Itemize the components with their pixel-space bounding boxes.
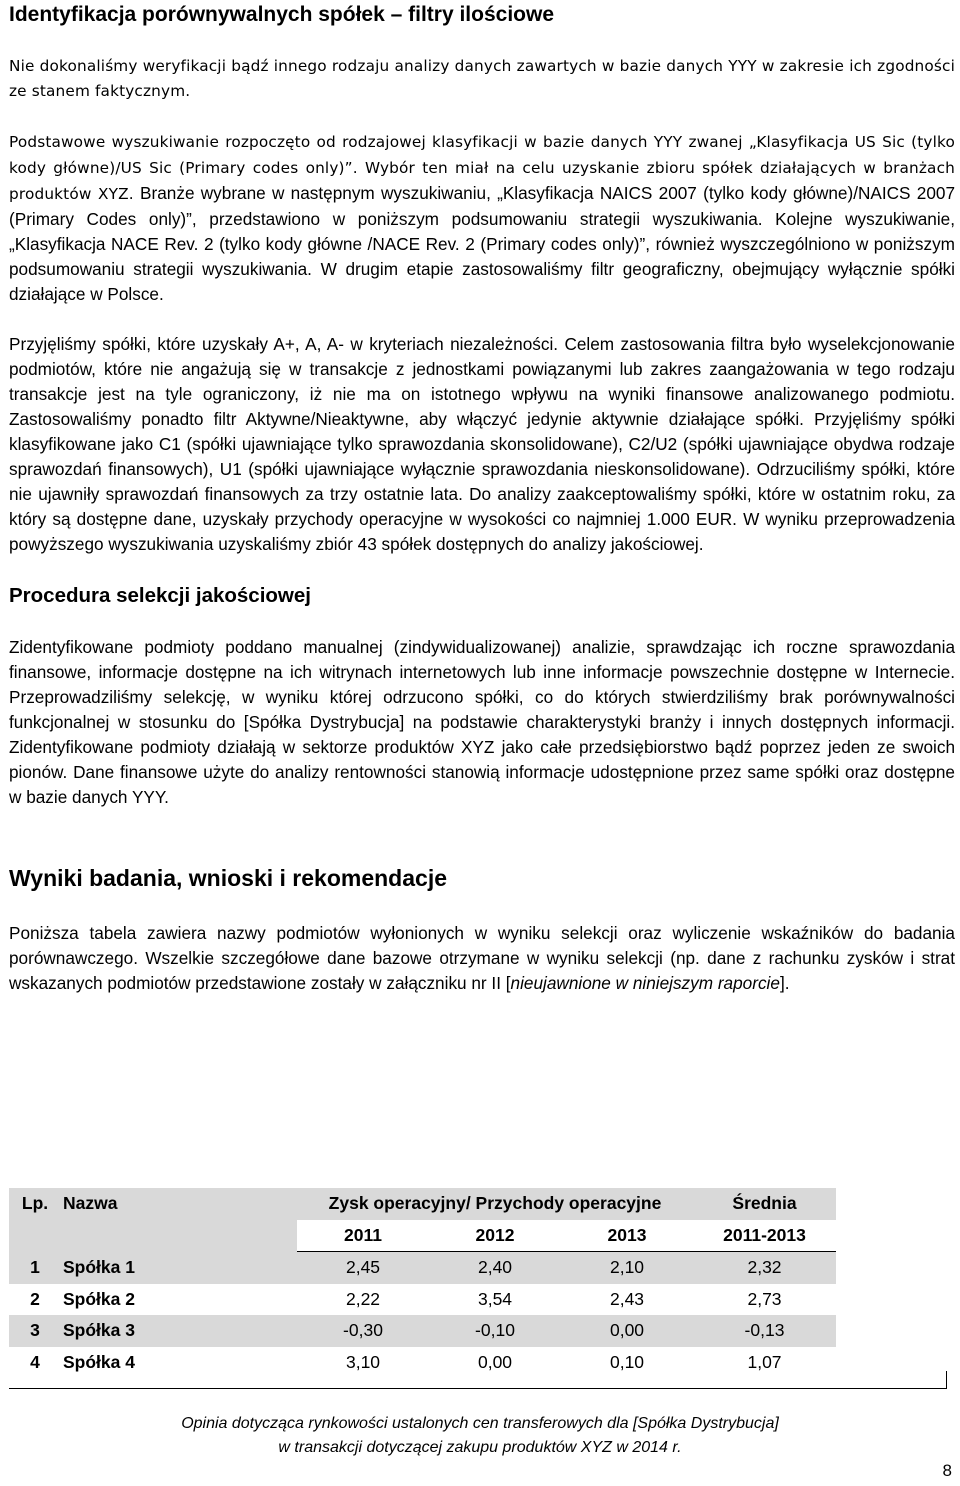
table-row: [9, 1252, 836, 1284]
footer-line-1: Opinia dotycząca rynkowości ustalonych cen transferowych dla [Spółka Dystrybucja]: [181, 1415, 779, 1432]
table-intro-emphasis: nieujawnione w niniejszym raporcie: [510, 973, 780, 993]
header-empty-lp: [9, 1220, 61, 1252]
footer-line-2: w transakcji dotyczącej zakupu produktów XYZ w 2014 r.: [278, 1439, 682, 1456]
table-row: [9, 1347, 836, 1379]
row-company-name: Spółka 1: [61, 1252, 297, 1284]
row-value-average: 2,73: [747, 1288, 782, 1309]
row-value-2011: -0,30: [297, 1315, 429, 1347]
row-value-2011: 2,22: [345, 1288, 381, 1309]
row-value-2011: 2,45: [297, 1252, 429, 1284]
table-row: [9, 1284, 836, 1316]
paragraph-verification: Nie dokonaliśmy weryfikacji bądź innego rodzaju analizy danych zawartych w bazie danych YYY w zakresie ich zgodności ze stanem faktycznym.: [9, 57, 955, 100]
row-lp: 2: [30, 1288, 40, 1309]
row-company-name: Spółka 2: [63, 1288, 135, 1309]
row-lp: 3: [9, 1315, 61, 1347]
comparables-table: [9, 1188, 836, 1378]
document-page: [9, 0, 955, 996]
table-intro-end: ].: [779, 973, 790, 993]
header-year-2012: 2012: [429, 1220, 561, 1252]
row-company-name: Spółka 3: [61, 1315, 297, 1347]
row-value-2013: 2,43: [609, 1288, 645, 1309]
table-intro-text: Poniższa tabela zawiera nazwy podmiotów wyłonionych w wyniku selekcji oraz wyliczenie wskaźników do badania porównawczego. Wszelkie szczegółowe dane bazowe otrzymane w wyniku selekcji (np. dane z rachunku zysków i strat wskazanych podmiotów przedstawione zostały w załączniku nr II [: [9, 923, 955, 993]
paragraph-search-part-a: Podstawowe wyszukiwanie rozpoczęto od rodzajowej klasyfikacji w bazie danych YYY zwanej „Klasyfikacja US Sic (tylko kody główne)/US Sic (Primary codes only)”. Wybór ten miał na celu uzyskanie zbioru spółek działających w branżach produktów XYZ.: [9, 133, 955, 203]
paragraph-independence-criteria: Przyjęliśmy spółki, które uzyskały A+, A, A- w kryteriach niezależności. Celem zastosowania filtra było wyselekcjonowanie podmiotów, które nie angażują się w transakcje z jednostkami powiązanymi lub zakres zaangażowania w tego rodzaju transakcje jest na tyle ograniczony, iż nie ma on istotnego wpływu na wyniki finansowe analizowanego podmiotu. Zastosowaliśmy ponadto filtr Aktywne/Nieaktywne, aby włączyć jedynie aktywnie działające spółki. Przyjęliśmy spółki klasyfikowane jako C1 (spółki ujawniające tylko sprawozdania skonsolidowane), C2/U2 (spółki ujawniające obydwa rodzaje sprawozdań finansowych), U1 (spółki ujawniające wyłącznie sprawozdania nieskonsolidowane). Odrzuciliśmy spółki, które nie ujawniły sprawozdań finansowych za trzy ostatnie lata. Do analizy zaakceptowaliśmy spółki, które w ostatnim roku, za który są dostępne dane, uzyskały przychody operacyjne w wysokości co najmniej 1.000 EUR. W wyniku przeprowadzenia powyższego wyszukiwania uzyskaliśmy zbiór 43 spółek dostępnych do analizy jakościowej.: [9, 334, 955, 554]
row-value-2012: -0,10: [429, 1315, 561, 1347]
row-lp: 4: [30, 1351, 40, 1372]
row-value-2012: 2,40: [429, 1252, 561, 1284]
page-number: 8: [942, 1461, 952, 1480]
header-empty-name: [61, 1220, 297, 1252]
row-value-average: 1,07: [747, 1351, 782, 1372]
table-row: [9, 1315, 836, 1347]
footer-divider: [9, 1388, 947, 1389]
paragraph-search-strategy: [9, 129, 955, 307]
section-heading-procedure: Procedura selekcji jakościowej: [9, 584, 311, 607]
section-heading-filters: Identyfikacja porównywalnych spółek – filtry ilościowe: [9, 3, 554, 26]
header-year-range: 2011-2013: [693, 1220, 836, 1252]
section-heading-results: Wyniki badania, wnioski i rekomendacje: [9, 865, 447, 891]
table-header-row: [9, 1188, 836, 1220]
paragraph-table-intro: [9, 921, 955, 996]
header-year-2013: 2013: [561, 1220, 693, 1252]
table-year-row: [9, 1220, 836, 1252]
header-lp: Lp.: [9, 1188, 61, 1220]
paragraph-search-part-b: Branże wybrane w następnym wyszukiwaniu, „Klasyfikacja NAICS 2007 (tylko kody główne)/NAICS 2007 (Primary Codes only)”, przedstawiono w poniższym podsumowaniu strategii wyszukiwania. Kolejne wyszukiwanie, „Klasyfikacja NACE Rev. 2 (tylko kody główne /NACE Rev. 2 (Primary codes only)”, również wyszczególniono w poniższym podsumowaniu strategii wyszukiwania. W drugim etapie zastosowaliśmy filtr geograficzny, obejmujący wyłącznie spółki działające w Polsce.: [9, 183, 956, 304]
paragraph-qualitative-selection: Zidentyfikowane podmioty poddano manualnej (zindywidualizowanej) analizie, sprawdzając ich roczne sprawozdania finansowe, informacje dostępne na ich witrynach internetowych lub inne informacje powszechnie dostępne w Internecie. Przeprowadziliśmy selekcję, w wyniku której odrzucono spółki, co do których stwierdziliśmy brak porównywalności funkcjonalnej w stosunku do [Spółka Dystrybucja] na podstawie charakterystyki branży i innych dostępnych informacji. Zidentyfikowane podmioty działają w sektorze produktów XYZ jako całe przedsiębiorstwo bądź poprzez jeden ze swoich pionów. Dane finansowe użyte do analizy rentowności stanowią informacje udostępnione przez same spółki oraz dostępne w bazie danych YYY.: [9, 637, 955, 807]
row-value-2011: 3,10: [345, 1351, 381, 1372]
row-value-2013: 2,10: [561, 1252, 693, 1284]
row-lp: 1: [9, 1252, 61, 1284]
row-value-average: -0,13: [693, 1315, 836, 1347]
row-value-2012: 3,54: [477, 1288, 513, 1309]
header-name: Nazwa: [61, 1188, 297, 1220]
row-company-name: Spółka 4: [63, 1351, 135, 1372]
row-value-2013: 0,10: [609, 1351, 645, 1372]
header-average: Średnia: [693, 1188, 836, 1220]
header-year-2011: 2011: [297, 1220, 429, 1252]
row-value-2012: 0,00: [477, 1351, 513, 1372]
row-value-2013: 0,00: [561, 1315, 693, 1347]
row-value-average: 2,32: [693, 1252, 836, 1284]
header-operating-margin: Zysk operacyjny/ Przychody operacyjne: [297, 1188, 693, 1220]
page-footer: [0, 1412, 960, 1460]
